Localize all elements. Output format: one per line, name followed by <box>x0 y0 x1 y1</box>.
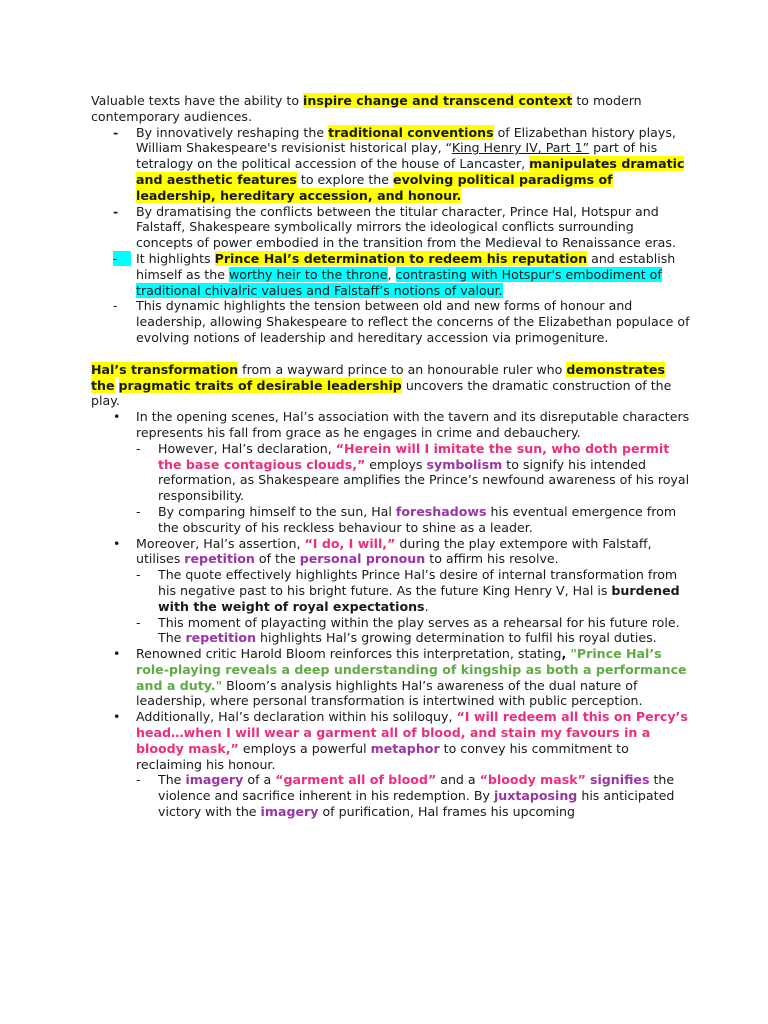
technique: symbolism <box>426 456 503 472</box>
bullet-marker: • <box>113 409 121 425</box>
document-body <box>91 93 691 820</box>
bold-phrase: burdened with the weight of royal expectations <box>158 582 680 614</box>
dash-marker: - <box>136 503 141 519</box>
sub-list <box>91 567 691 646</box>
text: the violence and sacrifice inherent in his redemption. By <box>158 772 675 804</box>
dash-marker: - <box>136 440 141 456</box>
text: his anticipated victory with the <box>158 788 675 820</box>
highlight: traditional conventions <box>328 124 494 140</box>
text: It highlights <box>136 250 215 266</box>
dash-marker: - <box>136 614 141 630</box>
highlight-cyan: worthy heir to the throne <box>228 266 388 282</box>
intro-text-end: to modern contemporary audiences. <box>91 93 642 124</box>
technique: personal pronoun <box>299 551 426 567</box>
text: , <box>561 646 567 662</box>
play-title: King Henry IV, Part 1” <box>451 140 590 156</box>
quote: “I do, I will,” <box>304 535 396 551</box>
sub-list <box>91 441 691 536</box>
text: Bloom’s analysis highlights Hal’s awareness of the dual nature of leadership, where personal transformation is intertwined with public perception. <box>136 677 643 709</box>
intro-paragraph <box>91 93 691 125</box>
text: By dramatising the conflicts between the titular character, Prince Hal, Hotspur and Falstaff, Shakespeare symbolically mirrors the ideological conflicts surrounding concepts of power embodied in the transition from the Medieval to Renaissance eras. <box>136 203 676 251</box>
list-item <box>91 125 691 204</box>
sub-list-item <box>91 567 691 614</box>
text: By innovatively reshaping the <box>136 124 329 140</box>
quote: “Herein will I imitate the sun, who doth permit the base contagious clouds,” <box>158 440 670 472</box>
dash-marker: - <box>113 203 119 219</box>
highlight-thesis: inspire change and transcend context <box>303 93 573 108</box>
text: The <box>158 772 186 788</box>
critic-quote: "Prince Hal’s role-playing reveals a deep understanding of kingship as both a performance and a duty." <box>136 646 687 693</box>
text: to convey his commitment to reclaiming his honour. <box>136 740 629 772</box>
text: highlights Hal’s growing determination to fulfil his royal duties. <box>256 630 657 646</box>
text: employs <box>365 456 427 472</box>
text: However, Hal’s declaration, <box>158 440 336 456</box>
highlight: Prince Hal’s determination to redeem his reputation <box>214 250 588 266</box>
text: of a <box>243 772 276 788</box>
text <box>115 378 119 393</box>
text: In the opening scenes, Hal’s association with the tavern and its disreputable characters represents his fall from grace as he engages in crime and debauchery. <box>136 409 690 440</box>
dash-marker: - <box>113 124 119 140</box>
text: his eventual emergence from the obscurity of his reckless behaviour to shine as a leader. <box>158 503 677 535</box>
technique: foreshadows <box>395 503 487 519</box>
text: employs a powerful <box>238 740 371 756</box>
bullet-marker: • <box>113 646 121 662</box>
text: uncovers the dramatic construction of the play. <box>91 377 672 409</box>
text: , <box>387 266 396 282</box>
text: and establish himself as the <box>136 250 676 282</box>
technique: repetition <box>185 630 257 646</box>
list-item <box>91 536 691 647</box>
highlight: evolving political paradigms of leadership, hereditary accession, and honour. <box>136 171 613 203</box>
text: to explore the <box>296 171 394 187</box>
text: from a wayward prince to an honourable ruler who <box>238 361 567 377</box>
intro-list <box>91 125 691 346</box>
bullet-marker: • <box>113 535 121 551</box>
text: during the play extempore with Falstaff, utilises <box>136 535 652 567</box>
list-item <box>91 204 691 251</box>
list-item <box>91 709 691 820</box>
dash-marker: - <box>113 251 131 266</box>
intro-text: Valuable texts have the ability to <box>91 93 304 108</box>
text: Additionally, Hal’s declaration within his soliloquy, <box>136 709 457 725</box>
sub-list-item <box>91 504 691 536</box>
text: The quote effectively highlights Prince Hal’s desire of internal transformation from his negative past to his bright future. As the future King Henry V, Hal is <box>158 567 678 598</box>
dash-marker: - <box>136 567 141 583</box>
sub-list-item <box>91 772 691 819</box>
text: to affirm his resolve. <box>425 551 559 567</box>
list-item <box>91 409 691 535</box>
quote: “garment all of blood” <box>275 772 437 788</box>
list-item <box>91 251 691 298</box>
highlight: manipulates dramatic and aesthetic features <box>136 156 685 187</box>
text: of Elizabethan history plays, William Shakespeare's revisionist historical play, “ <box>136 124 676 156</box>
highlight: pragmatic traits of desirable leadership <box>118 377 402 393</box>
list-item <box>91 646 691 709</box>
quote: “I will redeem all this on Percy’s head…when I will wear a garment all of blood, and stain my favours in a bloody mask,” <box>136 709 688 756</box>
highlight: Hal’s transformation <box>91 361 239 377</box>
quote: “bloody mask” <box>479 772 586 788</box>
dash-marker: - <box>113 298 118 314</box>
text: This moment of playacting within the play serves as a rehearsal for his future role. The <box>158 614 680 646</box>
list-item <box>91 298 691 345</box>
dash-marker: - <box>136 772 141 788</box>
sub-list-item <box>91 615 691 647</box>
technique: imagery <box>260 804 319 820</box>
text: and a <box>436 772 480 788</box>
highlight-cyan: contrasting with Hotspur's embodiment of traditional chivalric values and Falstaff’s notions of valour. <box>136 266 662 298</box>
sub-list-item <box>91 441 691 504</box>
technique: juxtaposing <box>493 788 578 804</box>
text: Moreover, Hal’s assertion, <box>136 535 305 551</box>
technique: signifies <box>589 772 650 788</box>
technique: repetition <box>184 551 255 567</box>
highlight: demonstrates the <box>91 361 665 393</box>
text: of purification, Hal frames his upcoming <box>318 804 575 820</box>
text: Renowned critic Harold Bloom reinforces this interpretation, stating <box>136 646 562 662</box>
text: . <box>424 598 429 614</box>
bullet-marker: • <box>113 709 121 725</box>
sub-list <box>91 772 691 819</box>
text: to signify his intended reformation, as Shakespeare amplifies the Prince’s newfound awareness of his royal responsibility. <box>158 456 690 504</box>
text: part of his tetralogy on the political accession of the house of Lancaster, <box>136 140 658 172</box>
text: of the <box>254 551 300 567</box>
technique: metaphor <box>370 740 440 756</box>
analysis-list <box>91 409 691 820</box>
text: By comparing himself to the sun, Hal <box>158 503 396 519</box>
text: This dynamic highlights the tension between old and new forms of honour and leadership, allowing Shakespeare to reflect the concerns of the Elizabethan populace of evolving notions of leadership and hereditary accession via primogeniture. <box>136 298 690 345</box>
section-paragraph <box>91 362 691 409</box>
technique: imagery <box>185 772 244 788</box>
